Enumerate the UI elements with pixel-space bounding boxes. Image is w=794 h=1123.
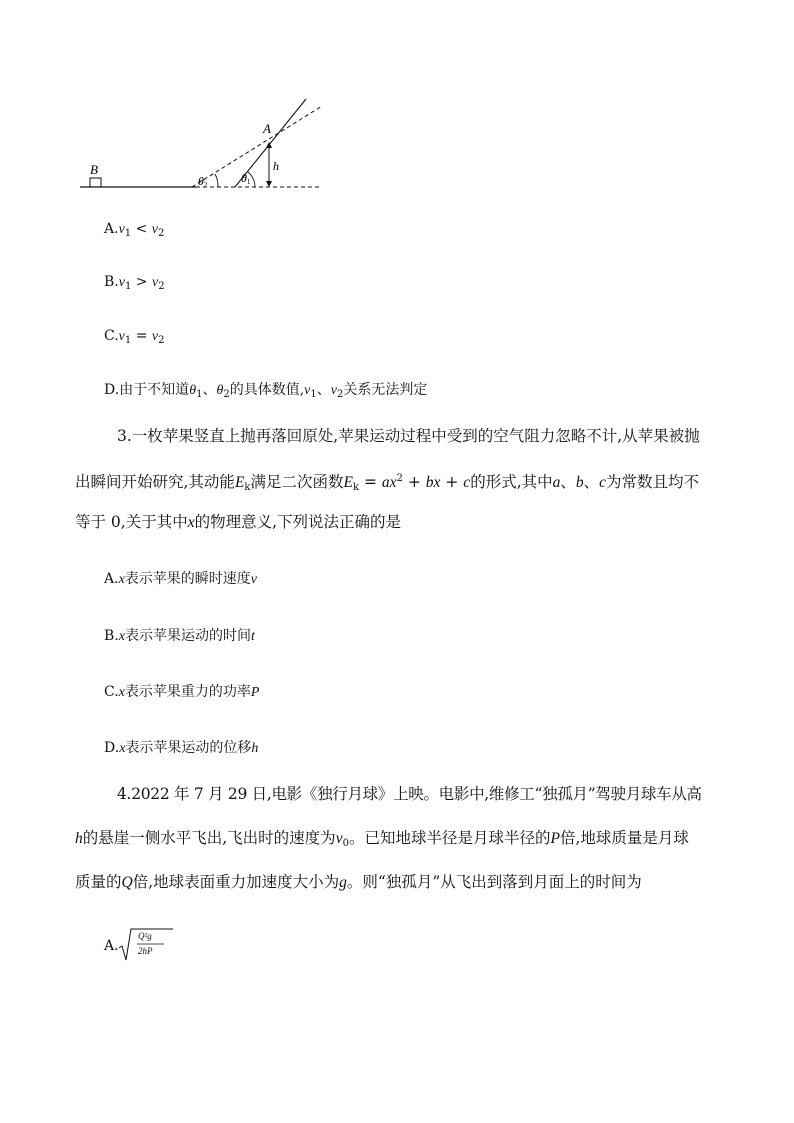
q3-stem-line-1: 3.一枚苹果竖直上抛再落回原处,苹果运动过程中受到的空气阻力忽略不计,从苹果被抛 (117, 427, 700, 445)
q2-option-a[interactable]: $A.v_1 < v_2$ (104, 221, 165, 239)
q3-option-b[interactable]: B.x表示苹果运动的时间t (104, 628, 255, 644)
q2-option-c[interactable]: $C.v_1 = v_2$ (104, 328, 165, 346)
q3-option-c[interactable]: C.x表示苹果重力的功率P (104, 684, 260, 700)
q3-option-d[interactable]: D.x表示苹果运动的位移h (104, 740, 259, 756)
label-theta1: θ1 (241, 171, 251, 186)
q4-stem-line-3: 质量的Q倍,地球表面重力加速度大小为g。则“独孤月”从飞出到落到月面上的时间为 (75, 873, 642, 891)
q4-stem-line-1: 4.2022 年 7 月 29 日,电影《独行月球》上映。电影中,维修工“独孤月”驾驶月球车从高 (117, 785, 702, 803)
label-b: B (90, 162, 98, 177)
arrowhead-down (266, 181, 272, 187)
incline-diagram (78, 92, 328, 194)
block-b (90, 178, 101, 187)
q2-option-d[interactable]: D.由于不知道$\theta_1$、$\theta_2$的具体数值$,v_1$、$v_2$关系无法判定 (104, 382, 428, 400)
sqrt-numerator: Q²g (138, 931, 152, 941)
label-a: A (263, 121, 271, 136)
q4-stem-line-2: h的悬崖一侧水平飞出,飞出时的速度为$v_0$。已知地球半径是月球半径的P倍,地球质量是月球 (75, 829, 689, 849)
sqrt-denominator: 2hP (138, 946, 153, 956)
angle-arc-theta2 (215, 174, 218, 187)
q3-stem-line-3: 等于 0,关于其中x的物理意义,下列说法正确的是 (75, 513, 402, 531)
label-h: h (273, 159, 279, 173)
q3-option-a[interactable]: A.x表示苹果的瞬时速度v (104, 571, 257, 587)
q3-stem-line-2: 出瞬间开始研究,其动能$E_k$满足二次函数$E_k = ax^2$ + bx + c的形式,其中a、b、c为常数且均不 (75, 473, 700, 493)
q2-option-b[interactable]: $B.v_1 > v_2$ (104, 274, 165, 292)
dashed-incline-line (192, 106, 322, 187)
label-theta2: θ2 (198, 174, 208, 189)
